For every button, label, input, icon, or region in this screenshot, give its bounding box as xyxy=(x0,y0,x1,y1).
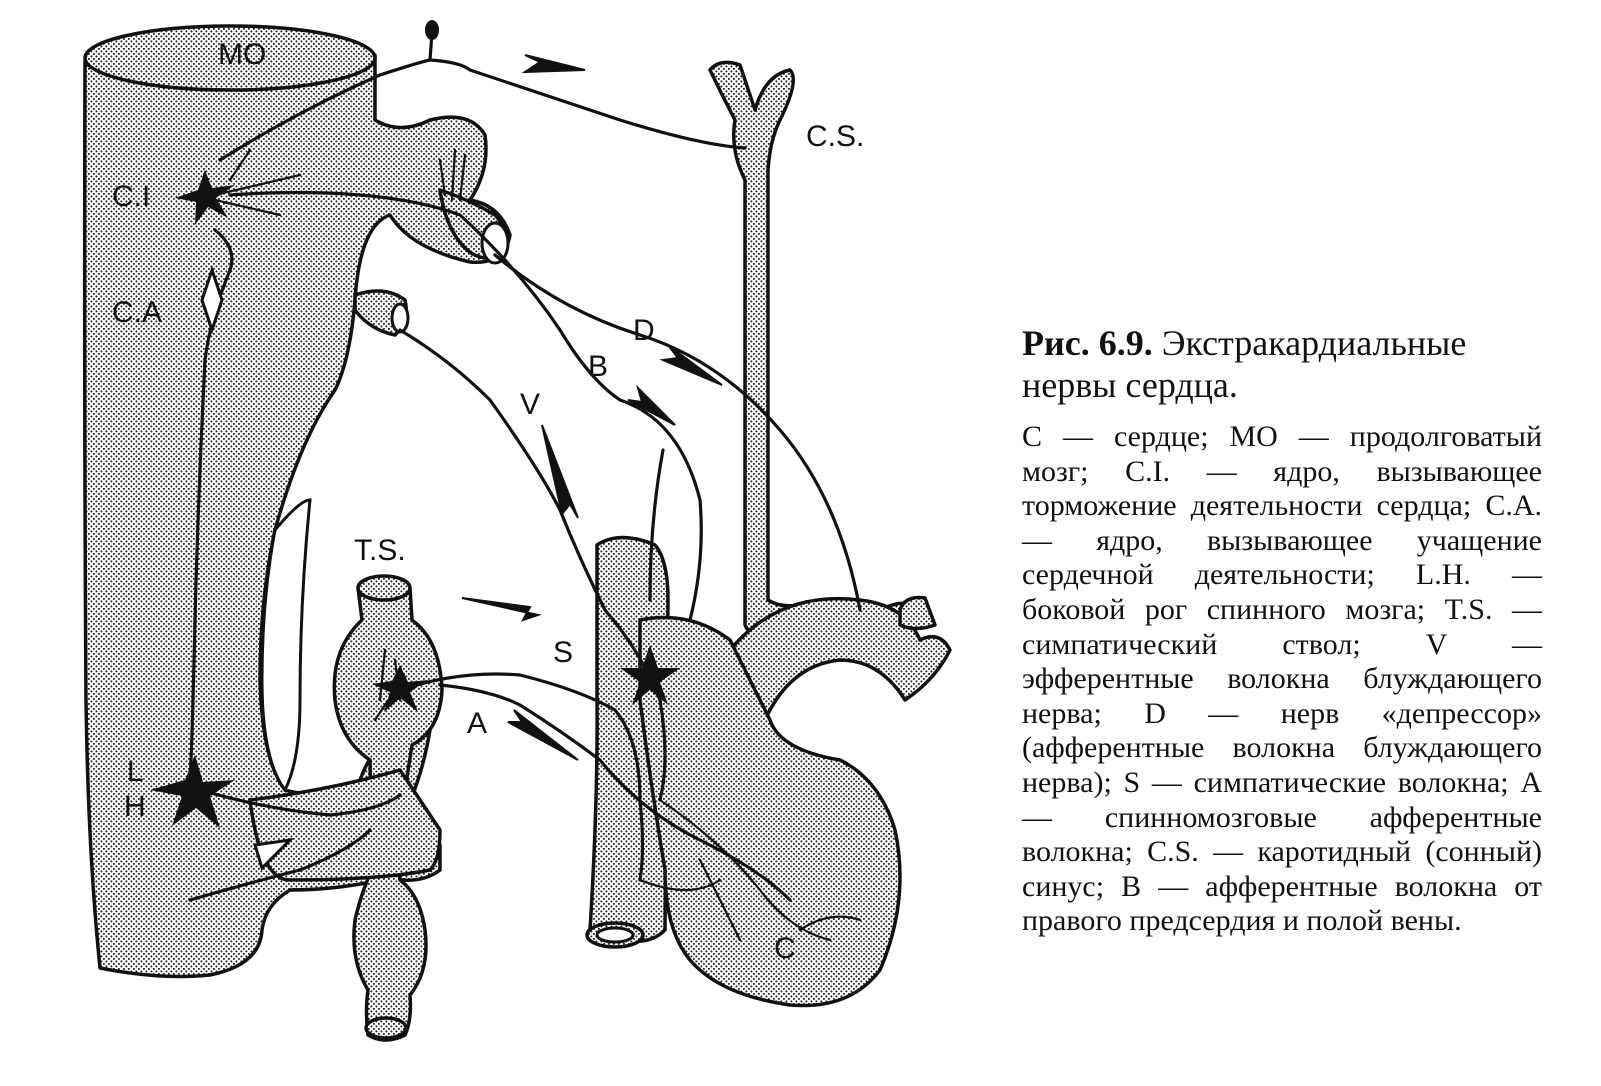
label-b: B xyxy=(588,350,609,383)
arrow-d2-icon xyxy=(663,345,722,385)
label-ts: T.S. xyxy=(354,534,406,567)
label-a: A xyxy=(467,707,488,740)
label-h: H xyxy=(124,790,146,823)
figure-caption xyxy=(1022,322,1542,939)
label-l: L xyxy=(127,755,144,788)
caption-title-text: Экстракардиальные нервы сердца. xyxy=(1022,323,1467,405)
label-s: S xyxy=(553,636,574,669)
label-ca: C.A xyxy=(112,296,163,329)
label-cs: C.S. xyxy=(806,120,865,153)
arrow-v-icon xyxy=(542,425,578,518)
label-c: C xyxy=(774,932,796,965)
arrow-s-icon xyxy=(462,598,538,620)
caption-title xyxy=(1022,322,1542,406)
arrow-d-icon xyxy=(525,55,585,72)
caption-body: С — сердце; МО — продолговатый мозг; C.I. — ядро, вызывающее торможение деятельности сердца; С.А. — ядро, вызывающее учащение сердечной деятельности; L.H. — боковой рог спинного мозга; T.S. — симпатический ствол; V — эфферентные волокна блуждающего нерва; D — нерв «депрессор» (афферентные волокна блуждающего нерва); S — симпатические волокна; А — спинномозговые афферентные волокна; C.S. — каротидный (сонный) синус; В — афферентные волокна от правого предсердия и полой вены. xyxy=(1022,420,1542,938)
label-mo: MO xyxy=(218,38,267,71)
label-d: D xyxy=(633,314,655,347)
label-ci: C.I xyxy=(112,180,151,213)
label-v: V xyxy=(520,388,541,421)
caption-number: Рис. 6.9. xyxy=(1022,323,1153,363)
